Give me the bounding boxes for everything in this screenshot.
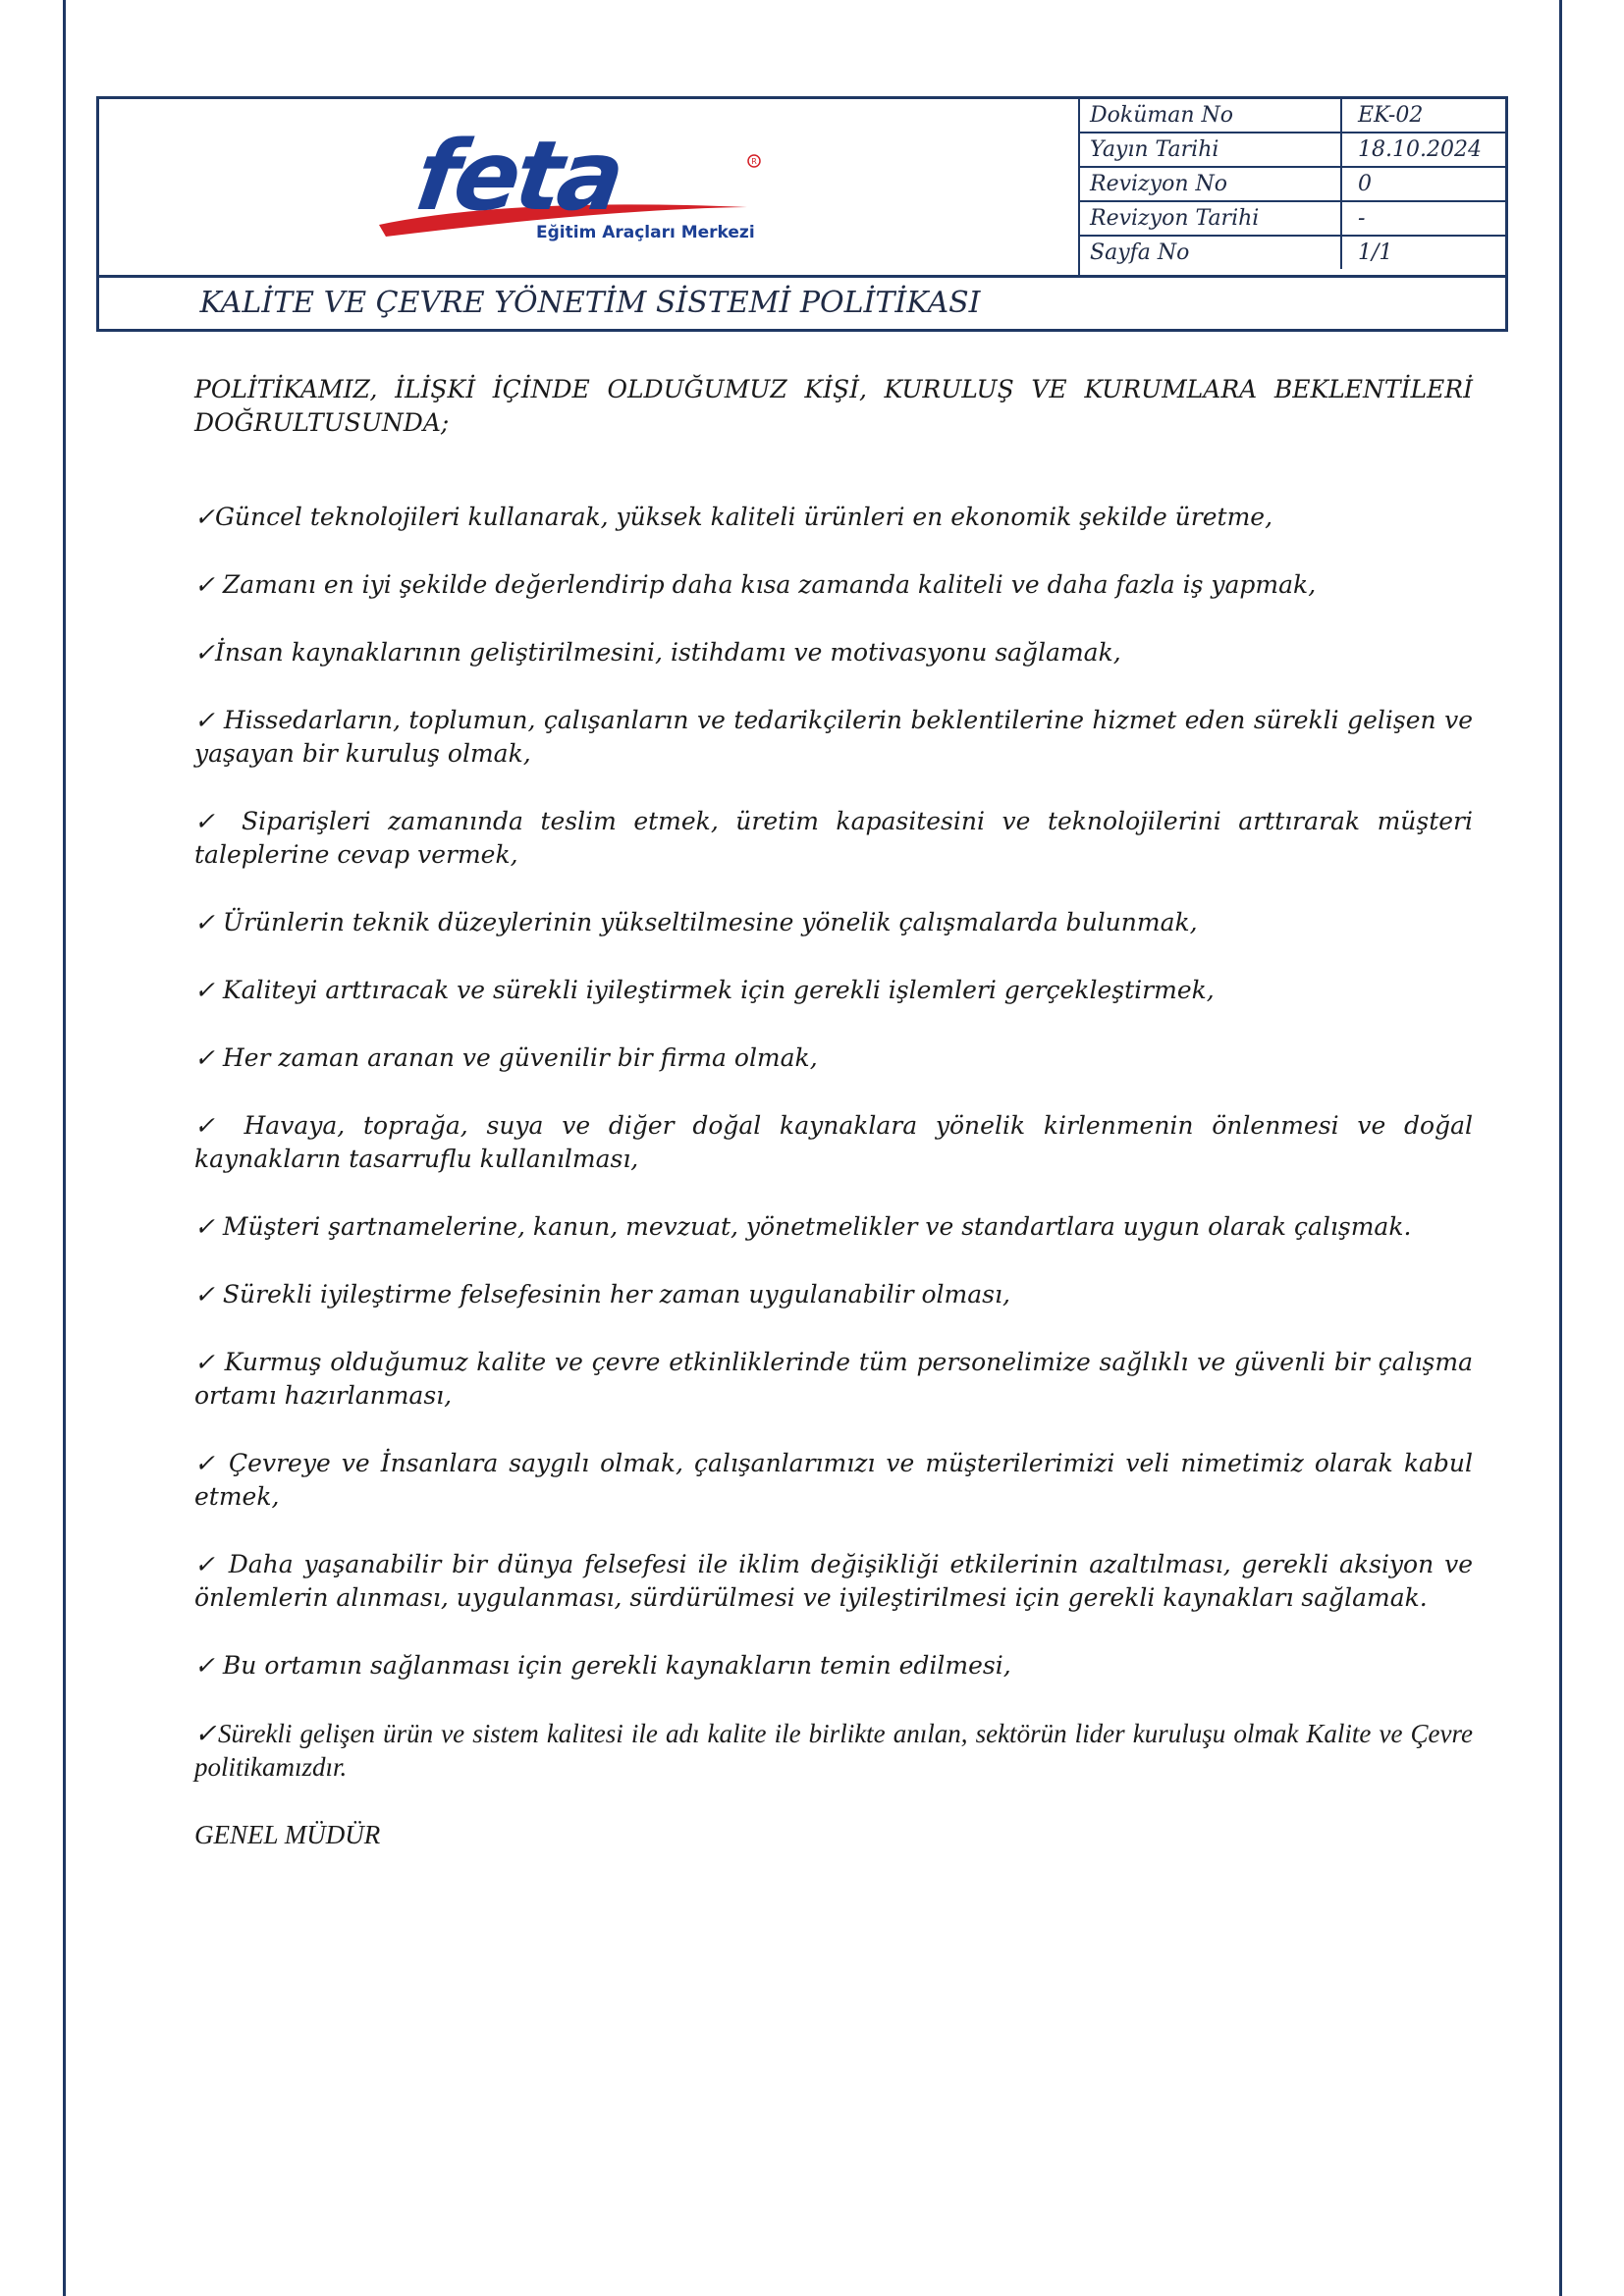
document-title-row <box>99 275 1505 329</box>
signature-general-manager: GENEL MÜDÜR <box>194 1820 381 1849</box>
document-header-table <box>96 96 1508 332</box>
meta-row-revision-date <box>1080 202 1507 237</box>
policy-item: ✓ Havaya, toprağa, suya ve diğer doğal kaynaklara yönelik kirlenmenin önlenmesi ve doğal kaynakların tasarruflu kullanılması, <box>194 1111 1473 1173</box>
meta-label: Revizyon Tarihi <box>1090 206 1260 231</box>
page-border-left <box>63 0 66 2296</box>
meta-label: Yayın Tarihi <box>1090 137 1219 162</box>
policy-item: ✓ Siparişleri zamanında teslim etmek, üretim kapasitesini ve teknolojilerini arttırarak müşteri taleplerine cevap vermek, <box>194 807 1473 869</box>
policy-item: ✓ Çevreye ve İnsanlara saygılı olmak, çalışanlarımızı ve müşterilerimizi veli nimetimiz olarak kabul etmek, <box>194 1449 1473 1511</box>
policy-item: ✓ Bu ortamın sağlanması için gerekli kaynakların temin edilmesi, <box>194 1651 1011 1680</box>
meta-label: Revizyon No <box>1090 172 1227 196</box>
meta-row-revision-no <box>1080 168 1507 202</box>
policy-item: ✓ Hissedarların, toplumun, çalışanların ve tedarikçilerin beklentilerine hizmet eden sürekli gelişen ve yaşayan bir kuruluş olmak, <box>194 706 1473 768</box>
svg-text:R: R <box>751 157 757 166</box>
meta-value: 1/1 <box>1340 237 1497 269</box>
policy-item: ✓İnsan kaynaklarının geliştirilmesini, istihdamı ve motivasyonu sağlamak, <box>194 638 1121 667</box>
feta-logo <box>99 99 1078 275</box>
policy-item: ✓Güncel teknolojileri kullanarak, yüksek kaliteli ürünleri en ekonomik şekilde üretme, <box>194 503 1273 531</box>
policy-item: ✓ Kaliteyi arttıracak ve sürekli iyileştirmek için gerekli işlemleri gerçekleştirmek, <box>194 976 1215 1004</box>
policy-item: ✓ Müşteri şartnamelerine, kanun, mevzuat, yönetmelikler ve standartlara uygun olarak çalışmak. <box>194 1212 1412 1241</box>
meta-label: Sayfa No <box>1090 240 1190 265</box>
policy-item: ✓ Zamanı en iyi şekilde değerlendirip daha kısa zamanda kaliteli ve daha fazla iş yapmak, <box>194 570 1317 599</box>
meta-row-publish-date <box>1080 133 1507 168</box>
meta-value: 18.10.2024 <box>1340 133 1497 166</box>
logo-cell <box>99 99 1078 275</box>
meta-value: EK-02 <box>1340 99 1497 132</box>
policy-item: ✓ Her zaman aranan ve güvenilir bir firma olmak, <box>194 1043 818 1072</box>
meta-row-page-no <box>1080 237 1507 271</box>
policy-closing: ✓Sürekli gelişen ürün ve sistem kalitesi ile adı kalite ile birlikte anılan, sektörün lider kuruluşu olmak Kalite ve Çevre politikamızdır. <box>194 1719 1473 1782</box>
meta-value: - <box>1340 202 1497 235</box>
meta-row-document-no <box>1080 99 1507 133</box>
document-title: KALİTE VE ÇEVRE YÖNETİM SİSTEMİ POLİTİKASI <box>199 286 981 320</box>
policy-item: ✓ Ürünlerin teknik düzeylerinin yükseltilmesine yönelik çalışmalarda bulunmak, <box>194 908 1198 936</box>
page-border-right <box>1559 0 1562 2296</box>
meta-value: 0 <box>1340 168 1497 200</box>
policy-item: ✓ Daha yaşanabilir bir dünya felsefesi ile iklim değişikliği etkilerinin azaltılması, gerekli aksiyon ve önlemlerin alınması, uygulanması, sürdürülmesi ve iyileştirilmesi için gerekli kaynakları sağlamak. <box>194 1550 1473 1612</box>
logo-subtitle: Eğitim Araçları Merkezi <box>536 223 755 242</box>
meta-label: Doküman No <box>1090 103 1234 128</box>
logo-wordmark: feta <box>408 121 627 233</box>
policy-content <box>194 373 1473 1851</box>
policy-item: ✓ Kurmuş olduğumuz kalite ve çevre etkinliklerinde tüm personelimize sağlıklı ve güvenli bir çalışma ortamı hazırlanması, <box>194 1348 1473 1410</box>
document-meta-grid <box>1078 99 1507 275</box>
policy-intro: POLİTİKAMIZ, İLİŞKİ İÇİNDE OLDUĞUMUZ KİŞİ, KURULUŞ VE KURUMLARA BEKLENTİLERİ DOĞRULTUSUNDA; <box>194 375 1473 437</box>
policy-item: ✓ Sürekli iyileştirme felsefesinin her zaman uygulanabilir olması, <box>194 1280 1010 1308</box>
